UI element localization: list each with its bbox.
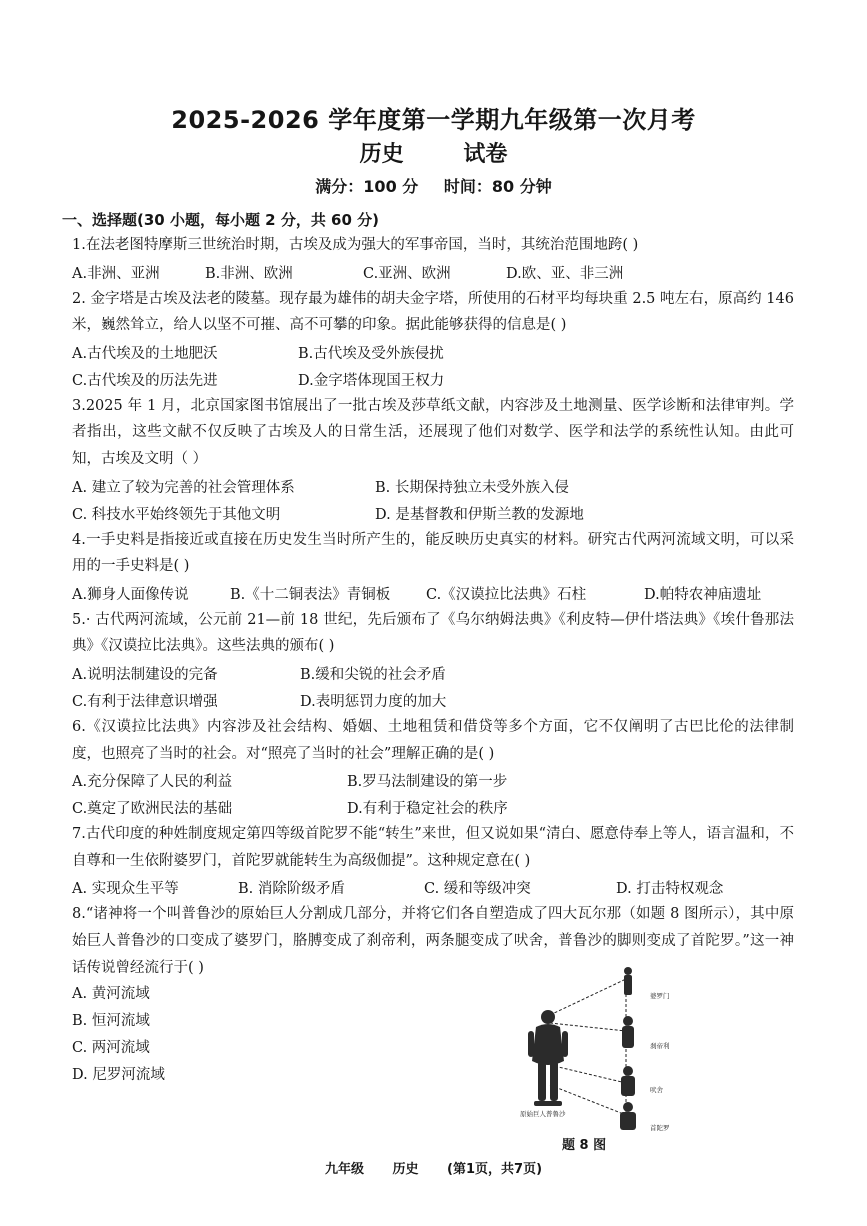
option[interactable]: B.罗马法制建设的第一步 (347, 774, 508, 791)
option[interactable]: C.亚洲、欧洲 (363, 265, 451, 282)
question-options (72, 259, 794, 286)
option[interactable]: A. 实现众生平等 (72, 881, 179, 898)
question-stem: 7.古代印度的种姓制度规定第四等级首陀罗不能“转生”来世，但又说如果“清白、愿意侍奉上等人，语言温和，不自尊和一生依附婆罗门，首陀罗就能转生为高级伽提”。这种规定意在( ) (72, 826, 794, 869)
option[interactable]: C.《汉谟拉比法典》石柱 (426, 586, 587, 603)
question-stem: 5.· 古代两河流域，公元前 21—前 18 世纪，先后颁布了《乌尔纳姆法典》《利皮特—伊什塔法典》《埃什鲁那法典》《汉谟拉比法典》。这些法典的颁布( ) (72, 611, 794, 655)
option[interactable]: C. 缓和等级冲突 (424, 881, 531, 898)
varna-figure (518, 965, 718, 1150)
exam-title: 2025-2026 学年度第一学期九年级第一次月考 (171, 106, 696, 134)
question-options (72, 339, 794, 366)
option[interactable]: D.欧、亚、非三洲 (506, 265, 624, 282)
option[interactable]: D. 打击特权观念 (616, 881, 724, 898)
label-vaishya: 吠舍 (650, 1086, 663, 1094)
option[interactable]: D. 尼罗河流域 (72, 1067, 165, 1084)
option[interactable]: B.《十二铜表法》青铜板 (230, 586, 391, 603)
paper-label: 试卷 (463, 142, 508, 167)
option[interactable]: B.古代埃及受外族侵扰 (298, 345, 444, 362)
question-stem: 1.在法老图特摩斯三世统治时期，古埃及成为强大的军事帝国，当时，其统治范围地跨( ) (72, 237, 639, 253)
label-shudra: 首陀罗 (650, 1124, 670, 1132)
question-list (72, 232, 794, 1089)
question-options (72, 687, 794, 714)
question-stem: 2. 金字塔是古埃及法老的陵墓。现存最为雄伟的胡夫金字塔，所使用的石材平均每块重 2.5 吨左右，原高约 146 米，巍然耸立，给人以坚不可摧、高不可攀的印象。据此能够获得的信息是( ) (72, 290, 794, 334)
question-options (72, 580, 794, 607)
option[interactable]: A.充分保障了人民的利益 (72, 774, 233, 791)
question-options (72, 660, 794, 687)
option[interactable]: D. 是基督教和伊斯兰教的发源地 (375, 506, 584, 523)
option[interactable]: D.表明惩罚力度的加大 (300, 693, 447, 710)
page-footer (0, 1158, 867, 1177)
full-score: 满分：100 分 (315, 177, 419, 196)
section-heading: 一、选择题(30 小题，每小题 2 分，共 60 分) (62, 211, 380, 229)
option[interactable]: A.说明法制建设的完备 (72, 666, 218, 683)
option[interactable]: C.古代埃及的历法先进 (72, 372, 218, 389)
option[interactable]: D.帕特农神庙遗址 (644, 586, 762, 603)
option[interactable]: D.金字塔体现国王权力 (298, 372, 445, 389)
question-options (72, 473, 794, 500)
exam-meta (0, 174, 867, 197)
question-options (72, 767, 794, 794)
label-kshatriya: 刹帝利 (650, 1042, 670, 1050)
question-stem: 6.《汉谟拉比法典》内容涉及社会结构、婚姻、土地租赁和借贷等多个方面，它不仅阐明了古巴比伦的法律制度，也照亮了当时的社会。对“照亮了当时的社会”理解正确的是( ) (72, 718, 794, 762)
option[interactable]: B. 消除阶级矛盾 (238, 881, 345, 898)
question-stem: 4.一手史料是指接近或直接在历史发生当时所产生的，能反映历史真实的材料。研究古代两河流域文明，可以采用的一手史料是( ) (72, 531, 794, 575)
option[interactable]: D.有利于稳定社会的秩序 (347, 801, 508, 818)
option[interactable]: C. 科技水平始终领先于其他文明 (72, 506, 281, 523)
question-stem: 3.2025 年 1 月，北京国家图书馆展出了一批古埃及莎草纸文献，内容涉及土地测量、医学诊断和法律审判。学者指出，这些文献不仅反映了古埃及人的日常生活，还展现了他们对数学、医学和法学的系统性认知。由此可知，古埃及文明（ ） (72, 397, 794, 467)
option[interactable]: A. 建立了较为完善的社会管理体系 (72, 479, 295, 496)
option[interactable]: C.有利于法律意识增强 (72, 693, 218, 710)
footer-subject: 历史 (392, 1162, 419, 1177)
option[interactable]: A.古代埃及的土地肥沃 (72, 345, 218, 362)
question-stem: 8.“诸神将一个叫普鲁沙的原始巨人分割成几部分，并将它们各自塑造成了四大瓦尔那（如题 8 图所示），其中原始巨人普鲁沙的口变成了婆罗门，胳膊变成了刹帝利，两条腿变成了吠舍，普鲁沙的脚则变成了首陀罗。”这一神话传说曾经流行于( ) (72, 906, 794, 976)
option[interactable]: A.非洲、亚洲 (72, 265, 160, 282)
option[interactable]: C.奠定了欧洲民法的基础 (72, 801, 233, 818)
question-options (72, 366, 794, 393)
subject-label: 历史 (359, 142, 404, 167)
footer-page: (第1页，共7页) (447, 1162, 543, 1177)
figure-caption: 题 8 图 (562, 1138, 607, 1153)
option[interactable]: A. 黄河流域 (72, 986, 150, 1003)
option[interactable]: B. 恒河流域 (72, 1013, 150, 1030)
footer-grade: 九年级 (324, 1162, 364, 1177)
label-brahmin: 婆罗门 (650, 992, 670, 1000)
option[interactable]: A.狮身人面像传说 (72, 586, 189, 603)
option[interactable]: C. 两河流域 (72, 1040, 150, 1057)
exam-time: 时间：80 分钟 (443, 177, 552, 196)
option[interactable]: B.非洲、欧洲 (205, 265, 293, 282)
option[interactable]: B.缓和尖锐的社会矛盾 (300, 666, 446, 683)
question-options (72, 794, 794, 821)
question-options (72, 874, 794, 901)
exam-subtitle (0, 137, 867, 168)
option[interactable]: B. 长期保持独立未受外族入侵 (375, 479, 569, 496)
question-options (72, 500, 794, 527)
label-purusha: 原始巨人普鲁沙 (520, 1110, 566, 1118)
